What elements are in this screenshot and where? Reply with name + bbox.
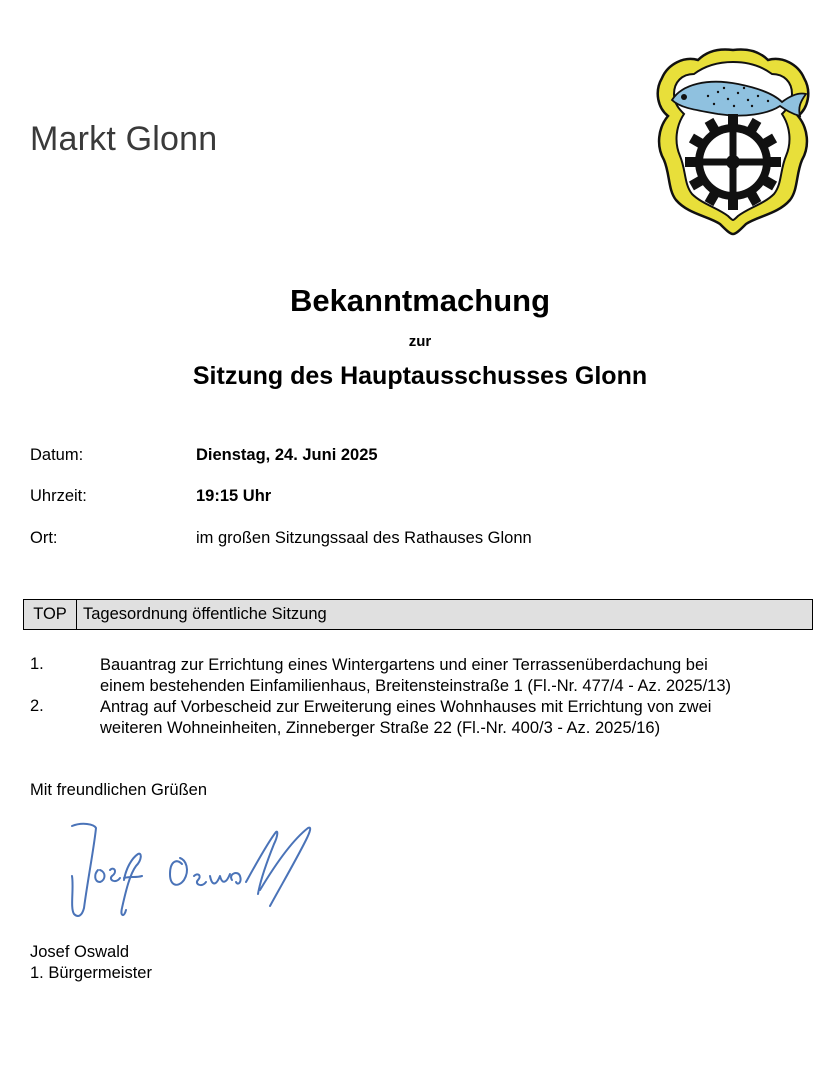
agenda-item-text bbox=[100, 697, 820, 739]
agenda-header-title: Tagesordnung öffentliche Sitzung bbox=[83, 605, 327, 623]
agenda-item-text bbox=[100, 655, 820, 697]
coat-of-arms-logo bbox=[648, 44, 818, 236]
closing-greeting: Mit freundlichen Grüßen bbox=[30, 781, 207, 799]
agenda-header-top: TOP bbox=[24, 600, 77, 629]
signer-block bbox=[30, 942, 152, 984]
municipality-name: Markt Glonn bbox=[30, 120, 218, 158]
signer-name: Josef Oswald bbox=[30, 943, 130, 961]
location-value: im großen Sitzungssaal des Rathauses Glonn bbox=[196, 529, 532, 547]
agenda-header bbox=[23, 599, 813, 630]
agenda-item-line: Antrag auf Vorbescheid zur Erweiterung eines Wohnhauses mit Errichtung von zwei bbox=[100, 698, 712, 716]
signer-title: 1. Bürgermeister bbox=[30, 964, 152, 982]
agenda-item-number: 2. bbox=[30, 697, 44, 715]
notice-title: Bekanntmachung bbox=[289, 283, 551, 318]
agenda-item-number: 1. bbox=[30, 655, 44, 673]
date-value: Dienstag, 24. Juni 2025 bbox=[196, 446, 378, 464]
meeting-title: Sitzung des Hauptausschusses Glonn bbox=[192, 362, 648, 390]
location-label: Ort: bbox=[30, 529, 58, 547]
agenda-item-line: Bauantrag zur Errichtung eines Wintergartens und einer Terrassenüberdachung bei bbox=[100, 656, 708, 674]
date-label: Datum: bbox=[30, 446, 84, 464]
time-value: 19:15 Uhr bbox=[196, 487, 272, 505]
time-label: Uhrzeit: bbox=[30, 487, 87, 505]
agenda-item-line: weiteren Wohneinheiten, Zinneberger Straße 22 (Fl.-Nr. 400/3 - Az. 2025/16) bbox=[100, 719, 661, 737]
notice-connector: zur bbox=[408, 333, 432, 350]
agenda-item-line: einem bestehenden Einfamilienhaus, Breitensteinstraße 1 (Fl.-Nr. 477/4 - Az. 2025/13) bbox=[100, 677, 732, 695]
handwritten-signature bbox=[60, 818, 330, 928]
